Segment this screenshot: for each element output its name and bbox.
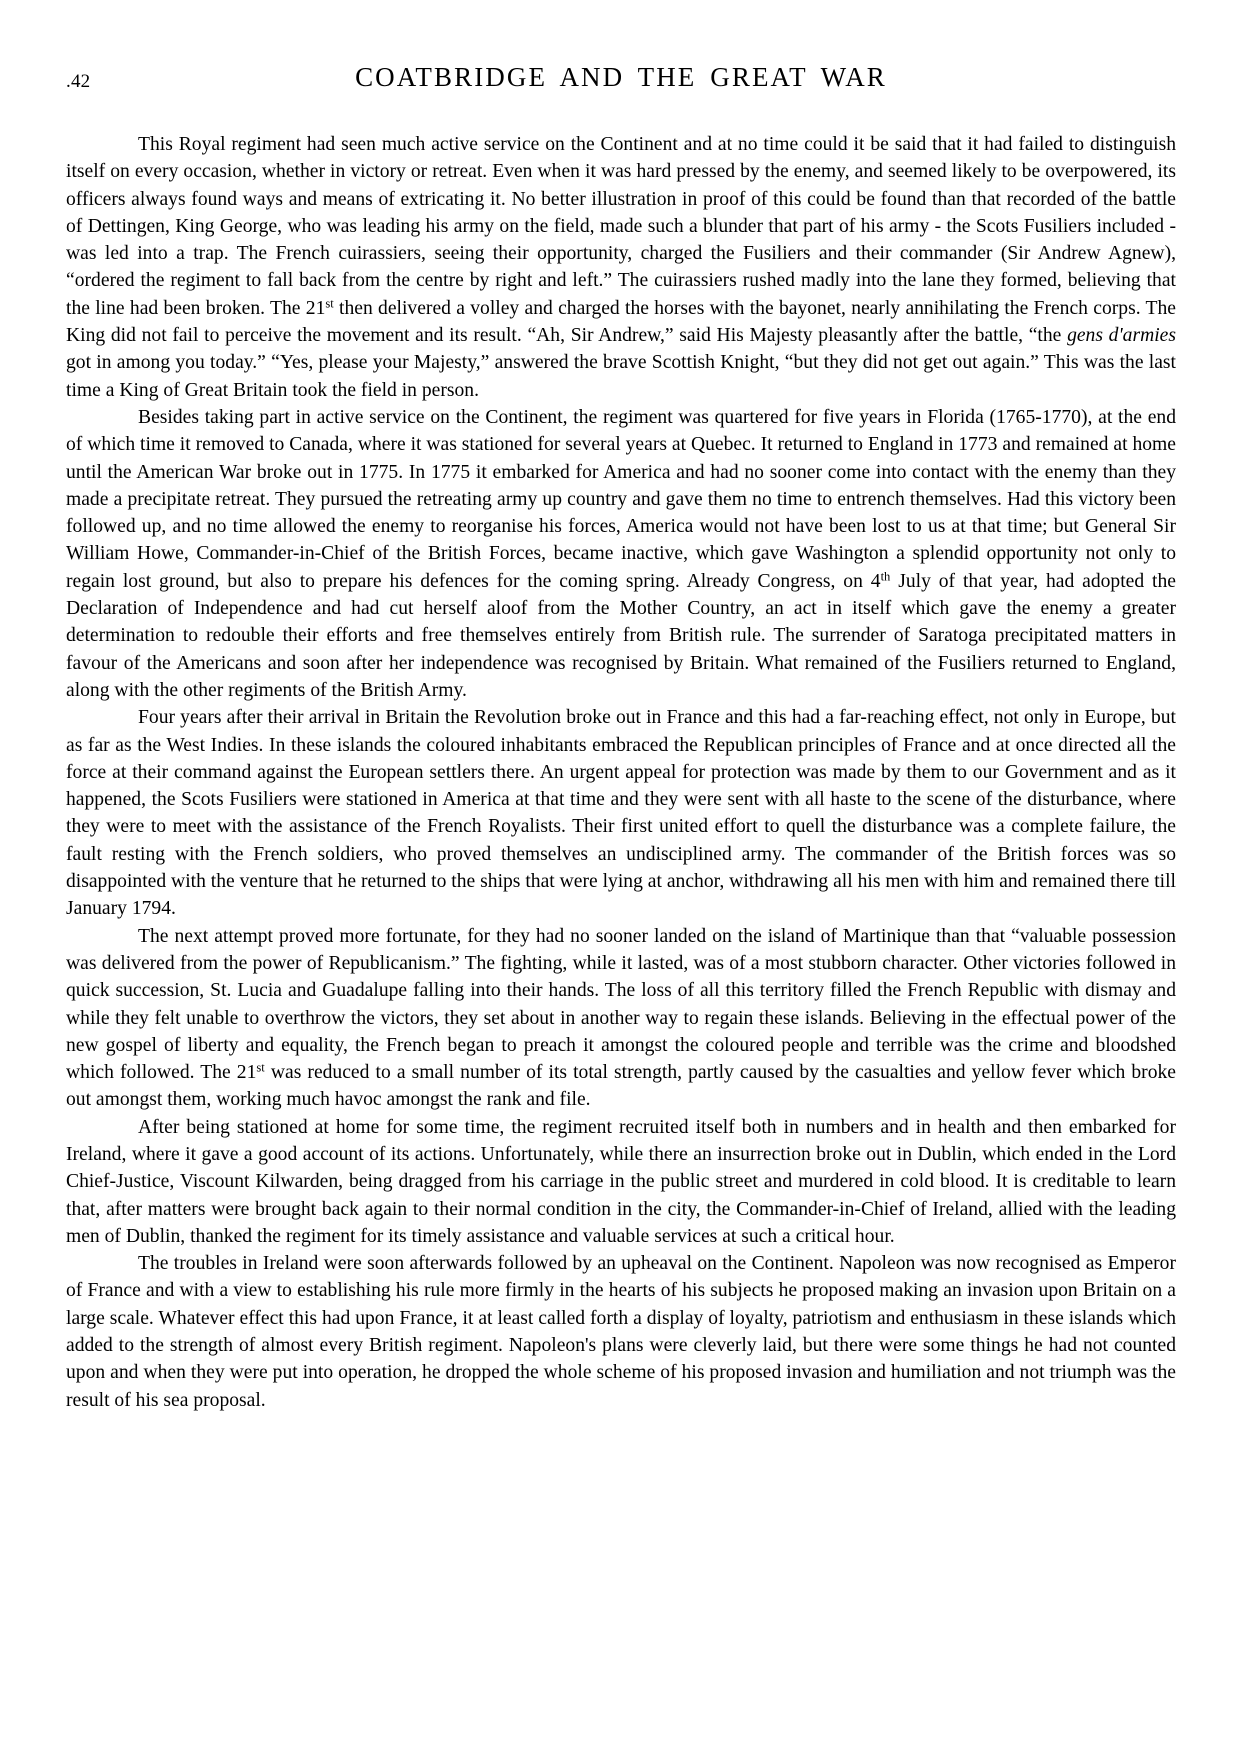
paragraph-4: The next attempt proved more fortunate, for they had no sooner landed on the island of Martinique than that “valuable possession was delivered from the power of Republicanism.” The fighting, while it lasted, was of a most stubborn character. Other victories followed in quick succession, St. Lucia and Guadalupe falling into their hands. The loss of all this territory filled the French Republic with dismay and while they felt unable to overthrow the victors, they set about in another way to regain these islands. Believing in the effectual power of the new gospel of liberty and equality, the French began to preach it amongst the coloured people and terrible was the crime and bloodshed which followed. The 21st was reduced to a small number of its total strength, partly caused by the casualties and yellow fever which broke out amongst them, working much havoc amongst the rank and file. [66, 925, 1176, 1111]
paragraph-2: Besides taking part in active service on the Continent, the regiment was quartered for five years in Florida (1765-1770), at the end of which time it removed to Canada, where it was stationed for several years at Quebec. It returned to England in 1773 and remained at home until the American War broke out in 1775. In 1775 it embarked for America and had no sooner come into contact with the enemy than they made a precipitate retreat. They pursued the retreating army up country and gave them no time to entrench themselves. Had this victory been followed up, and no time allowed the enemy to reorganise his forces, America would not have been lost to us at that time; but General Sir William Howe, Commander-in-Chief of the British Forces, became inactive, which gave Washington a splendid opportunity not only to regain lost ground, but also to prepare his defences for the coming spring. Already Congress, on 4th July of that year, had adopted the Declaration of Independence and had cut herself aloof from the Mother Country, an act in itself which gave the enemy a greater determination to redouble their efforts and free themselves entirely from British rule. The surrender of Saratoga precipitated matters in favour of the Americans and soon after her independence was recognised by Britain. What remained of the Fusiliers returned to England, along with the other regiments of the British Army. [66, 406, 1176, 701]
body-text-column [66, 131, 1176, 1414]
paragraph-3: Four years after their arrival in Britain the Revolution broke out in France and this had a far-reaching effect, not only in Europe, but as far as the West Indies. In these islands the coloured inhabitants embraced the Republican principles of France and at once directed all the force at their command against the European settlers there. An urgent appeal for protection was made by them to our Government and as it happened, the Scots Fusiliers were stationed in America at that time and they were sent with all haste to the scene of the disturbance, where they were to meet with the assistance of the French Royalists. Their first united effort to quell the disturbance was a complete failure, the fault resting with the French soldiers, who proved themselves an undisciplined army. The commander of the British forces was so disappointed with the venture that he returned to the ships that were lying at anchor, withdrawing all his men with him and remained there till January 1794. [66, 707, 1176, 920]
running-head [66, 62, 1176, 98]
paragraph-6: The troubles in Ireland were soon afterwards followed by an upheaval on the Continent. Napoleon was now recognised as Emperor of France and with a view to establishing his rule more firmly in the hearts of his subjects he proposed making an invasion upon Britain on a large scale. Whatever effect this had upon France, it at least called forth a display of loyalty, patriotism and enthusiasm in these islands which added to the strength of almost every British regiment. Napoleon's plans were cleverly laid, but there were some things he had not counted upon and when they were put into operation, he dropped the whole scheme of his proposed invasion and humiliation and not triumph was the result of his sea proposal. [66, 1253, 1176, 1411]
paragraph-5: After being stationed at home for some time, the regiment recruited itself both in numbers and in health and then embarked for Ireland, where it gave a good account of its actions. Unfortunately, while there an insurrection broke out in Dublin, which ended in the Lord Chief-Justice, Viscount Kilwarden, being dragged from his carriage in the public street and murdered in cold blood. It is creditable to learn that, after matters were brought back again to their normal condition in the city, the Commander-in-Chief of Ireland, allied with the leading men of Dublin, thanked the regiment for its timely assistance and valuable services at such a critical hour. [66, 1116, 1176, 1247]
running-title: COATBRIDGE AND THE GREAT WAR [355, 62, 887, 92]
paragraph-1: This Royal regiment had seen much active service on the Continent and at no time could it be said that it had failed to distinguish itself on every occasion, whether in victory or retreat. Even when it was hard pressed by the enemy, and seemed likely to be overpowered, its officers always found ways and means of extricating it. No better illustration in proof of this could be found than that recorded of the battle of Dettingen, King George, who was leading his army on the field, made such a blunder that part of his army - the Scots Fusiliers included - was led into a trap. The French cuirassiers, seeing their opportunity, charged the Fusiliers and their commander (Sir Andrew Agnew), “ordered the regiment to fall back from the centre by right and left.” The cuirassiers rushed madly into the lane they formed, believing that the line had been broken. The 21st then delivered a volley and charged the horses with the bayonet, nearly annihilating the French corps. The King did not fail to perceive the movement and its result. “Ah, Sir Andrew,” said His Majesty pleasantly after the battle, “the gens d'armies got in among you today.” “Yes, please your Majesty,” answered the brave Scottish Knight, “but they did not get out again.” This was the last time a King of Great Britain took the field in person. [66, 134, 1177, 401]
page-number: .42 [66, 71, 91, 92]
